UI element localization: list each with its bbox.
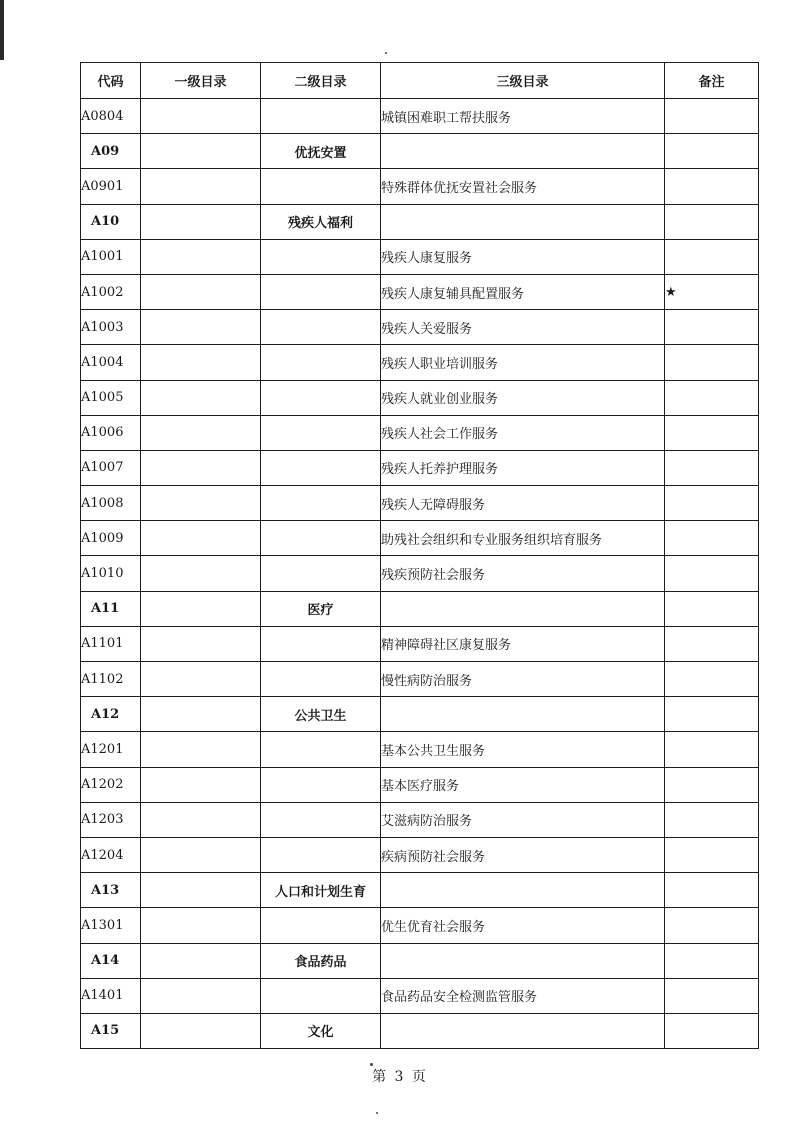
row-note — [665, 591, 759, 626]
row-level1 — [141, 767, 261, 802]
row-note — [665, 134, 759, 169]
row-note — [665, 310, 759, 345]
row-level1 — [141, 943, 261, 978]
row-level3 — [381, 204, 665, 239]
row-code: A1201 — [81, 732, 141, 767]
table-row — [81, 345, 759, 380]
row-level3: 残疾人康复服务 — [381, 239, 665, 274]
row-level3: 残疾人无障碍服务 — [381, 486, 665, 521]
row-level2 — [261, 345, 381, 380]
table-row — [81, 837, 759, 872]
row-note — [665, 415, 759, 450]
row-level1 — [141, 873, 261, 908]
page-number: 第 3 页 — [372, 1069, 428, 1085]
row-level2 — [261, 908, 381, 943]
row-note — [665, 239, 759, 274]
row-code: A14 — [81, 943, 141, 978]
row-level2: 人口和计划生育 — [261, 873, 381, 908]
row-note — [665, 908, 759, 943]
row-note — [665, 732, 759, 767]
category-row — [81, 134, 759, 169]
row-code: A11 — [81, 591, 141, 626]
row-level1 — [141, 345, 261, 380]
row-level3 — [381, 591, 665, 626]
category-row — [81, 591, 759, 626]
table-row — [81, 415, 759, 450]
table-row — [81, 908, 759, 943]
row-code: A1001 — [81, 239, 141, 274]
row-note — [665, 204, 759, 239]
row-level3 — [381, 134, 665, 169]
row-level1 — [141, 169, 261, 204]
row-level3: 精神障碍社区康复服务 — [381, 626, 665, 661]
row-level3: 残疾人关爱服务 — [381, 310, 665, 345]
row-level1 — [141, 521, 261, 556]
row-level2 — [261, 767, 381, 802]
table-row — [81, 802, 759, 837]
row-level2 — [261, 486, 381, 521]
table-row — [81, 626, 759, 661]
row-level1 — [141, 274, 261, 309]
row-code: A1204 — [81, 837, 141, 872]
row-note — [665, 486, 759, 521]
row-level2: 优抚安置 — [261, 134, 381, 169]
row-level3: 基本公共卫生服务 — [381, 732, 665, 767]
row-code: A13 — [81, 873, 141, 908]
row-level3 — [381, 873, 665, 908]
table-row — [81, 169, 759, 204]
row-note — [665, 99, 759, 134]
scan-edge-mark — [0, 0, 4, 60]
row-level2 — [261, 662, 381, 697]
row-level3: 助残社会组织和专业服务组织培育服务 — [381, 521, 665, 556]
header-level1: 一级目录 — [141, 63, 261, 99]
row-level1 — [141, 556, 261, 591]
service-catalog-table — [80, 62, 759, 1049]
row-code: A10 — [81, 204, 141, 239]
row-level1 — [141, 697, 261, 732]
row-level3: 城镇困难职工帮扶服务 — [381, 99, 665, 134]
row-level3: 残疾预防社会服务 — [381, 556, 665, 591]
row-level3: 疾病预防社会服务 — [381, 837, 665, 872]
row-code: A0901 — [81, 169, 141, 204]
scan-speck — [376, 1112, 378, 1114]
row-note — [665, 450, 759, 485]
table-row — [81, 239, 759, 274]
table-row — [81, 521, 759, 556]
row-code: A1203 — [81, 802, 141, 837]
row-note — [665, 380, 759, 415]
row-note — [665, 626, 759, 661]
row-level3: 残疾人就业创业服务 — [381, 380, 665, 415]
row-code: A1008 — [81, 486, 141, 521]
header-level2: 二级目录 — [261, 63, 381, 99]
row-code: A1006 — [81, 415, 141, 450]
row-note — [665, 169, 759, 204]
row-level1 — [141, 239, 261, 274]
row-code: A1002 — [81, 274, 141, 309]
row-level3 — [381, 943, 665, 978]
category-row — [81, 873, 759, 908]
row-level1 — [141, 310, 261, 345]
row-level2: 食品药品 — [261, 943, 381, 978]
header-row — [81, 63, 759, 99]
header-note: 备注 — [665, 63, 759, 99]
table-row — [81, 450, 759, 485]
row-level2 — [261, 310, 381, 345]
row-level3: 残疾人职业培训服务 — [381, 345, 665, 380]
row-level2 — [261, 626, 381, 661]
row-level2 — [261, 521, 381, 556]
row-note — [665, 873, 759, 908]
row-level2 — [261, 732, 381, 767]
row-note: ★ — [665, 274, 759, 309]
row-level1 — [141, 450, 261, 485]
table-row — [81, 662, 759, 697]
row-level2 — [261, 99, 381, 134]
row-level2 — [261, 978, 381, 1013]
category-row — [81, 1013, 759, 1048]
row-code: A1004 — [81, 345, 141, 380]
table-row — [81, 486, 759, 521]
row-level1 — [141, 802, 261, 837]
row-note — [665, 837, 759, 872]
row-code: A09 — [81, 134, 141, 169]
row-level1 — [141, 380, 261, 415]
row-code: A1101 — [81, 626, 141, 661]
row-note — [665, 345, 759, 380]
row-level1 — [141, 626, 261, 661]
row-note — [665, 978, 759, 1013]
row-level1 — [141, 732, 261, 767]
row-level1 — [141, 415, 261, 450]
row-level2 — [261, 239, 381, 274]
table-row — [81, 556, 759, 591]
row-note — [665, 556, 759, 591]
row-level1 — [141, 908, 261, 943]
header-level3: 三级目录 — [381, 63, 665, 99]
category-row — [81, 943, 759, 978]
row-code: A1401 — [81, 978, 141, 1013]
row-note — [665, 802, 759, 837]
row-level3: 残疾人托养护理服务 — [381, 450, 665, 485]
row-code: A1005 — [81, 380, 141, 415]
row-level2 — [261, 556, 381, 591]
row-level3: 特殊群体优抚安置社会服务 — [381, 169, 665, 204]
row-level3 — [381, 1013, 665, 1048]
row-code: A1007 — [81, 450, 141, 485]
row-note — [665, 521, 759, 556]
row-level1 — [141, 978, 261, 1013]
row-level3: 优生优育社会服务 — [381, 908, 665, 943]
row-level3: 残疾人社会工作服务 — [381, 415, 665, 450]
row-note — [665, 697, 759, 732]
row-note — [665, 943, 759, 978]
row-level3: 残疾人康复辅具配置服务 — [381, 274, 665, 309]
row-code: A1010 — [81, 556, 141, 591]
row-level2: 公共卫生 — [261, 697, 381, 732]
row-code: A1003 — [81, 310, 141, 345]
header-code: 代码 — [81, 63, 141, 99]
row-level3: 慢性病防治服务 — [381, 662, 665, 697]
row-level3: 艾滋病防治服务 — [381, 802, 665, 837]
category-row — [81, 204, 759, 239]
row-code: A15 — [81, 1013, 141, 1048]
row-level1 — [141, 837, 261, 872]
row-level1 — [141, 486, 261, 521]
row-code: A1102 — [81, 662, 141, 697]
row-level2 — [261, 380, 381, 415]
row-note — [665, 767, 759, 802]
table-body — [81, 99, 759, 1049]
table-row — [81, 310, 759, 345]
row-level1 — [141, 99, 261, 134]
table-row — [81, 99, 759, 134]
row-level2 — [261, 274, 381, 309]
row-code: A0804 — [81, 99, 141, 134]
row-code: A1301 — [81, 908, 141, 943]
scan-speck — [385, 52, 387, 54]
row-level1 — [141, 204, 261, 239]
row-level2: 文化 — [261, 1013, 381, 1048]
row-level2 — [261, 802, 381, 837]
row-code: A1202 — [81, 767, 141, 802]
row-level3: 基本医疗服务 — [381, 767, 665, 802]
row-code: A12 — [81, 697, 141, 732]
row-note — [665, 1013, 759, 1048]
row-level2 — [261, 169, 381, 204]
table-row — [81, 767, 759, 802]
row-note — [665, 662, 759, 697]
row-level1 — [141, 662, 261, 697]
table-row — [81, 978, 759, 1013]
table-row — [81, 274, 759, 309]
row-level3: 食品药品安全检测监管服务 — [381, 978, 665, 1013]
row-level2 — [261, 415, 381, 450]
row-level1 — [141, 591, 261, 626]
row-level2: 医疗 — [261, 591, 381, 626]
table-header — [81, 63, 759, 99]
row-level2 — [261, 837, 381, 872]
row-level2 — [261, 450, 381, 485]
table-row — [81, 732, 759, 767]
category-row — [81, 697, 759, 732]
row-level3 — [381, 697, 665, 732]
row-level1 — [141, 1013, 261, 1048]
row-level2: 残疾人福利 — [261, 204, 381, 239]
table-row — [81, 380, 759, 415]
row-level1 — [141, 134, 261, 169]
row-code: A1009 — [81, 521, 141, 556]
